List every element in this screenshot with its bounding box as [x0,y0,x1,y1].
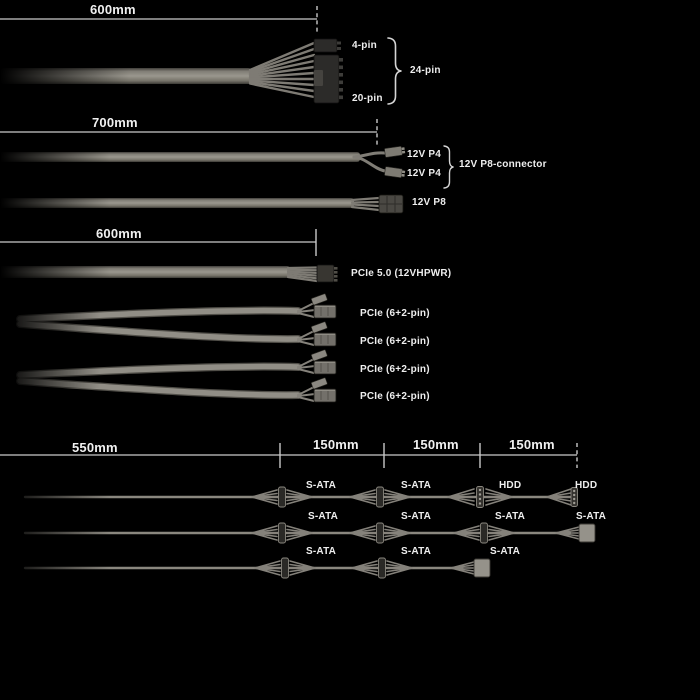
brace-24pin [388,38,402,104]
measurement-label-atx: 600mm [90,2,136,17]
cable-left-fades [0,64,130,576]
cpu-p4-connector-2 [384,167,405,179]
measure-line-pcie [0,229,316,256]
pcie-connector-1 [298,294,336,318]
label-20pin: 20-pin [352,93,383,104]
sata-connector-r2-end [556,524,595,542]
label-hdd-r1-3: HDD [499,480,522,491]
brace-p8-connector [444,146,454,188]
label-24pin: 24-pin [410,65,441,76]
sata-connector-r2-1 [252,523,312,543]
label-pcie-6plus2-2: PCIe (6+2-pin) [360,336,430,347]
label-pcie-6plus2-4: PCIe (6+2-pin) [360,391,430,402]
label-hdd-r1-4: HDD [575,480,598,491]
label-sata-r3-2: S-ATA [401,546,432,557]
cpu-p4-connector-1 [384,146,405,158]
label-sata-r1-2: S-ATA [401,480,432,491]
pcie-connector-4 [298,378,336,402]
measurement-label-sata-550: 550mm [72,440,118,455]
label-pcie-6plus2-1: PCIe (6+2-pin) [360,308,430,319]
measurement-label-pcie: 600mm [96,226,142,241]
label-sata-r3-3: S-ATA [490,546,521,557]
measurement-label-sata-150-1: 150mm [313,437,359,452]
label-sata-r2-1: S-ATA [308,511,339,522]
hdd-connector-r1-end [547,488,578,507]
label-pcie-6plus2-3: PCIe (6+2-pin) [360,364,430,375]
cpu-p8-connector [379,195,403,213]
measurement-label-cpu: 700mm [92,115,138,130]
pcie5-connector [317,265,338,282]
label-12v-p4-2: 12V P4 [407,168,442,179]
sata-connector-r2-2 [350,523,410,543]
measurement-label-sata-150-2: 150mm [413,437,459,452]
label-sata-r3-1: S-ATA [306,546,337,557]
label-12v-p8: 12V P8 [412,197,447,208]
measure-line-cpu [0,119,377,146]
label-12v-p8-connector: 12V P8-connector [459,159,547,170]
sata-connector-r2-3 [454,523,514,543]
atx-4pin-connector [314,39,341,52]
atx-20pin-connector [314,55,343,103]
sata-connector-r3-end [451,559,490,577]
label-12v-p4-1: 12V P4 [407,149,442,160]
sata-connector-r3-2 [352,558,412,578]
pcie-connector-2 [298,322,336,346]
measure-line-atx [0,6,317,32]
label-sata-r2-3: S-ATA [495,511,526,522]
measurement-label-sata-150-3: 150mm [509,437,555,452]
label-sata-r1-1: S-ATA [306,480,337,491]
label-pcie5-12vhpwr: PCIe 5.0 (12VHPWR) [351,268,452,279]
pcie-connector-3 [298,350,336,374]
label-sata-r2-4: S-ATA [576,511,607,522]
label-sata-r2-2: S-ATA [401,511,432,522]
sata-connector-r1-1 [252,487,312,507]
label-4pin: 4-pin [352,40,377,51]
sata-connector-r3-1 [255,558,315,578]
